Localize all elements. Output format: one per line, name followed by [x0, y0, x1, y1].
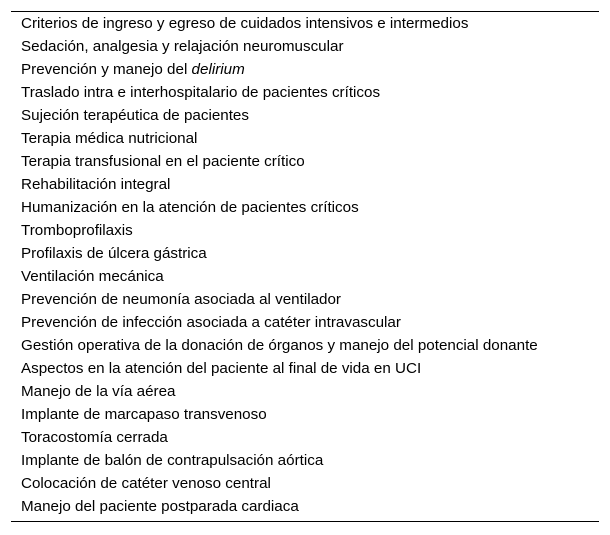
table-row: [11, 35, 599, 58]
table-row: [11, 150, 599, 173]
row-text: Prevención y manejo del: [21, 61, 192, 78]
table-row: [11, 472, 599, 495]
row-text: Prevención de infección asociada a catéter intravascular: [21, 314, 401, 331]
row-text: Toracostomía cerrada: [21, 429, 168, 446]
table-row: [11, 288, 599, 311]
row-text: Implante de marcapaso transvenoso: [21, 406, 267, 423]
row-text: Sedación, analgesia y relajación neuromuscular: [21, 38, 344, 55]
row-text: Tromboprofilaxis: [21, 222, 133, 239]
row-text: Implante de balón de contrapulsación aórtica: [21, 452, 324, 469]
table-row: [11, 265, 599, 288]
table-row: [11, 426, 599, 449]
row-text: Gestión operativa de la donación de órganos y manejo del potencial donante: [21, 337, 538, 354]
table-row: [11, 81, 599, 104]
topics-table: [11, 11, 599, 522]
row-text: Criterios de ingreso y egreso de cuidados intensivos e intermedios: [21, 15, 469, 32]
row-italic-text: delirium: [191, 61, 245, 78]
row-text: Profilaxis de úlcera gástrica: [21, 245, 207, 262]
table-row: [11, 380, 599, 403]
row-text: Manejo del paciente postparada cardiaca: [21, 498, 299, 515]
table-row: [11, 104, 599, 127]
table-row: [11, 403, 599, 426]
table-row: [11, 127, 599, 150]
row-text: Terapia transfusional en el paciente crítico: [21, 153, 305, 170]
row-text: Sujeción terapéutica de pacientes: [21, 107, 249, 124]
row-text: Manejo de la vía aérea: [21, 383, 176, 400]
table-row: [11, 495, 599, 518]
row-text: Traslado intra e interhospitalario de pacientes críticos: [21, 84, 381, 101]
row-text: Humanización en la atención de pacientes críticos: [21, 199, 359, 216]
table-row: [11, 58, 599, 81]
row-text: Terapia médica nutricional: [21, 130, 198, 147]
table-row: [11, 334, 599, 357]
table-row: [11, 12, 599, 35]
row-text: Colocación de catéter venoso central: [21, 475, 271, 492]
table-row: [11, 242, 599, 265]
row-text: Ventilación mecánica: [21, 268, 164, 285]
table-row: [11, 449, 599, 472]
topics-list: [11, 12, 599, 518]
row-text: Aspectos en la atención del paciente al final de vida en UCI: [21, 360, 422, 377]
table-row: [11, 173, 599, 196]
row-text: Rehabilitación integral: [21, 176, 171, 193]
table-row: [11, 311, 599, 334]
table-row: [11, 196, 599, 219]
table-row: [11, 219, 599, 242]
table-row: [11, 357, 599, 380]
row-text: Prevención de neumonía asociada al ventilador: [21, 291, 341, 308]
